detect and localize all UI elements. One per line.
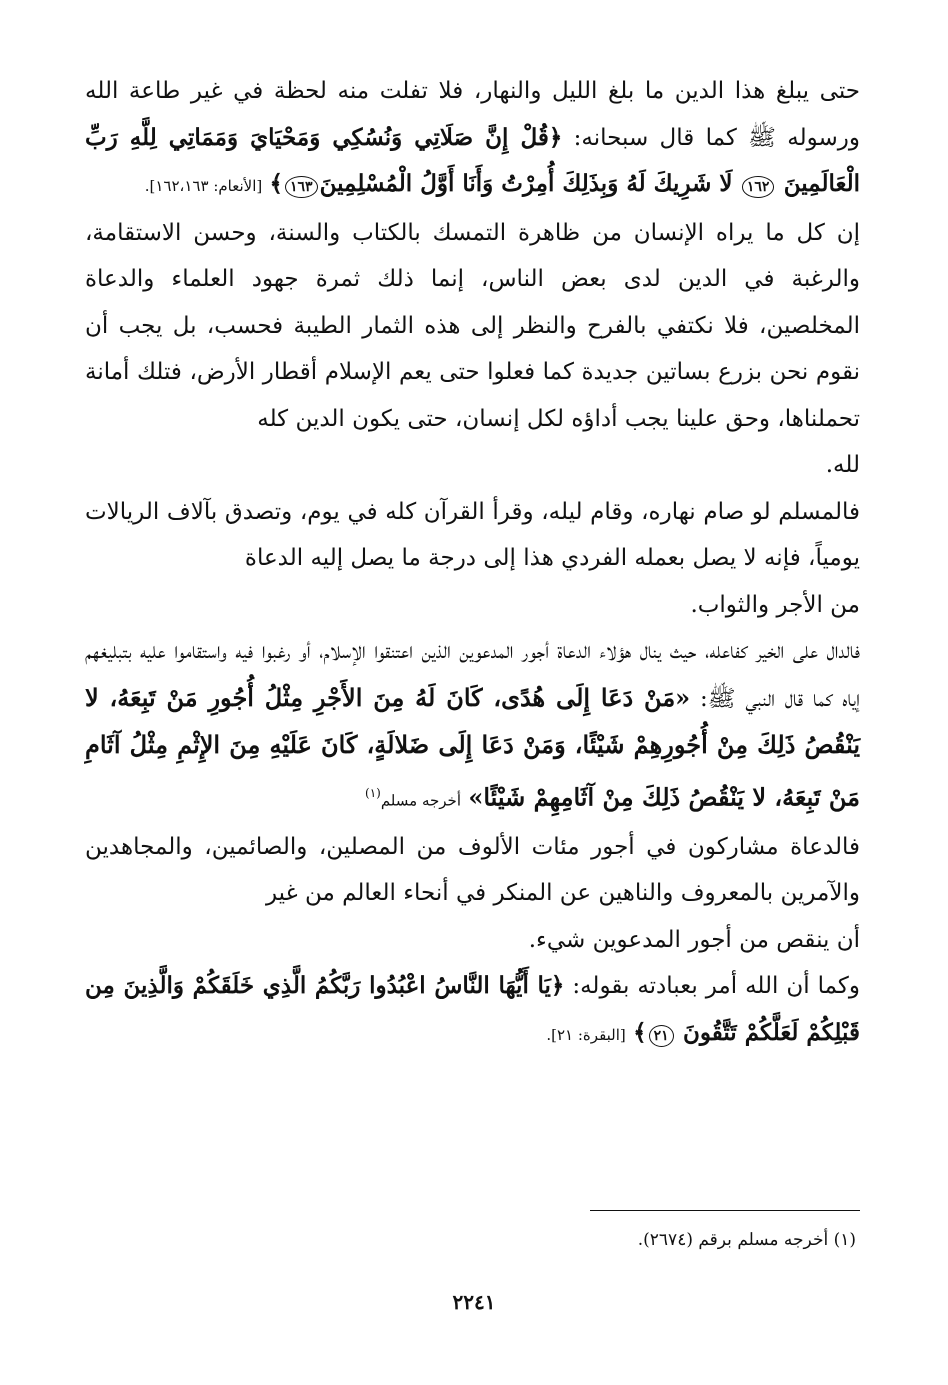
paragraph-1-intro: حتى يبلغ هذا الدين ما بلغ الليل والنهار، فلا تفلت منه لحظة في غير طاعة الله ورسوله ﷺ كما قال سبحانه:	[85, 78, 861, 151]
paragraph-5-end	[85, 917, 860, 964]
paragraph-2	[85, 210, 860, 443]
ayah-number-21: ٢١	[649, 1025, 674, 1047]
verse-close-bracket-2: ﴾	[633, 1018, 647, 1046]
citation-baqarah: [البقرة: ٢١].	[546, 1025, 626, 1044]
quran-verse-baqarah-21: ﴿يَا أَيُّهَا النَّاسُ اعْبُدُوا رَبَّكُمُ الَّذِي خَلَقَكُمْ وَالَّذِينَ مِن قَبْلِكُمْ لَعَلَّكُمْ تَتَّقُونَ	[85, 972, 860, 1046]
quran-verse-anam-162: ﴿قُلْ إِنَّ صَلَاتِي وَنُسُكِي وَمَحْيَايَ وَمَمَاتِي لِلَّهِ رَبِّ الْعَالَمِينَ	[85, 123, 860, 197]
paragraph-5-last-line: أن ينقص من أجور المدعوين شيء.	[528, 926, 860, 953]
paragraph-2-last-word: لله.	[825, 452, 860, 478]
hadith-source: أخرجه مسلم	[380, 791, 461, 810]
paragraph-4-intro: فالدال على الخير كفاعله، حيث ينال هؤلاء الدعاة أجور المدعوين الذين اعتنقوا الإسلام، أو رغبوا فيه واستقاموا عليه بتبليغهم إياه كما قال النبي ﷺ:	[85, 638, 860, 712]
paragraph-6	[85, 963, 860, 1058]
paragraph-5	[85, 824, 860, 917]
footnote-reference-1: (١)	[365, 785, 381, 800]
paragraph-3-text: فالمسلم لو صام نهاره، وقام ليله، وقرأ القرآن كله في يوم، وتصدق بآلاف الريالات يومياً، فإنه لا يصل بعمله الفردي هذا إلى درجة ما يصل إليه الدعاة	[85, 498, 860, 571]
paragraph-4	[85, 628, 860, 824]
citation-anam: [الأنعام: ١٦٢،١٦٣].	[144, 177, 263, 195]
page-body	[85, 68, 860, 1058]
paragraph-2-end	[85, 442, 860, 489]
quran-verse-anam-163: لَا شَرِيكَ لَهُ وَبِذَلِكَ أُمِرْتُ وَأَنَا أَوَّلُ الْمُسْلِمِينَ	[319, 170, 733, 197]
hadith-text: «مَنْ دَعَا إِلَى هُدًى، كَانَ لَهُ مِنَ الأَجْرِ مِثْلُ أُجُورِ مَنْ تَبِعَهُ، لا يَنْقُصُ ذَلِكَ مِنْ أُجُورِهِمْ شَيْئًا، وَمَنْ دَعَا إِلَى ضَلالَةٍ، كَانَ عَلَيْهِ مِنَ الإِثْمِ مِثْلُ آثَامِ مَنْ تَبِعَهُ، لا يَنْقُصُ ذَلِكَ مِنْ آثَامِهِمْ شَيْئًا»	[85, 682, 860, 812]
paragraph-3	[85, 489, 860, 582]
verse-close-bracket: ﴾	[269, 170, 284, 197]
paragraph-1	[85, 68, 860, 210]
footnote-divider	[590, 1210, 860, 1211]
paragraph-6-intro: وكما أن الله أمر بعبادته بقوله:	[564, 973, 860, 1000]
ayah-number-162: ١٦٢	[742, 176, 775, 198]
footnote-1: (١) أخرجه مسلم برقم (٢٦٧٤).	[637, 1230, 856, 1250]
paragraph-3-last-line: من الأجر والثواب.	[690, 591, 860, 618]
paragraph-2-text: إن كل ما يراه الإنسان من ظاهرة التمسك بالكتاب والسنة، وحسن الاستقامة، والرغبة في الدين لدى بعض الناس، إنما ذلك ثمرة جهود العلماء والدعاة المخلصين، فلا نكتفي بالفرح والنظر إلى هذه الثمار الطيبة فحسب، بل يجب أن نقوم نحن بزرع بساتين جديدة كما فعلوا حتى يعم الإسلام أقطار الأرض، فتلك أمانة تحملناها، وحق علينا يجب أداؤه لكل إنسان، حتى يكون الدين كله	[85, 219, 860, 432]
ayah-number-163: ١٦٣	[285, 176, 318, 198]
paragraph-3-end	[85, 582, 860, 629]
page-number: ٢٢٤١	[452, 1290, 496, 1314]
paragraph-5-text: فالدعاة مشاركون في أجور مئات الألوف من المصلين، والصائمين، والمجاهدين والآمرين بالمعروف والناهين عن المنكر في أنحاء العالم من غير	[85, 833, 860, 907]
